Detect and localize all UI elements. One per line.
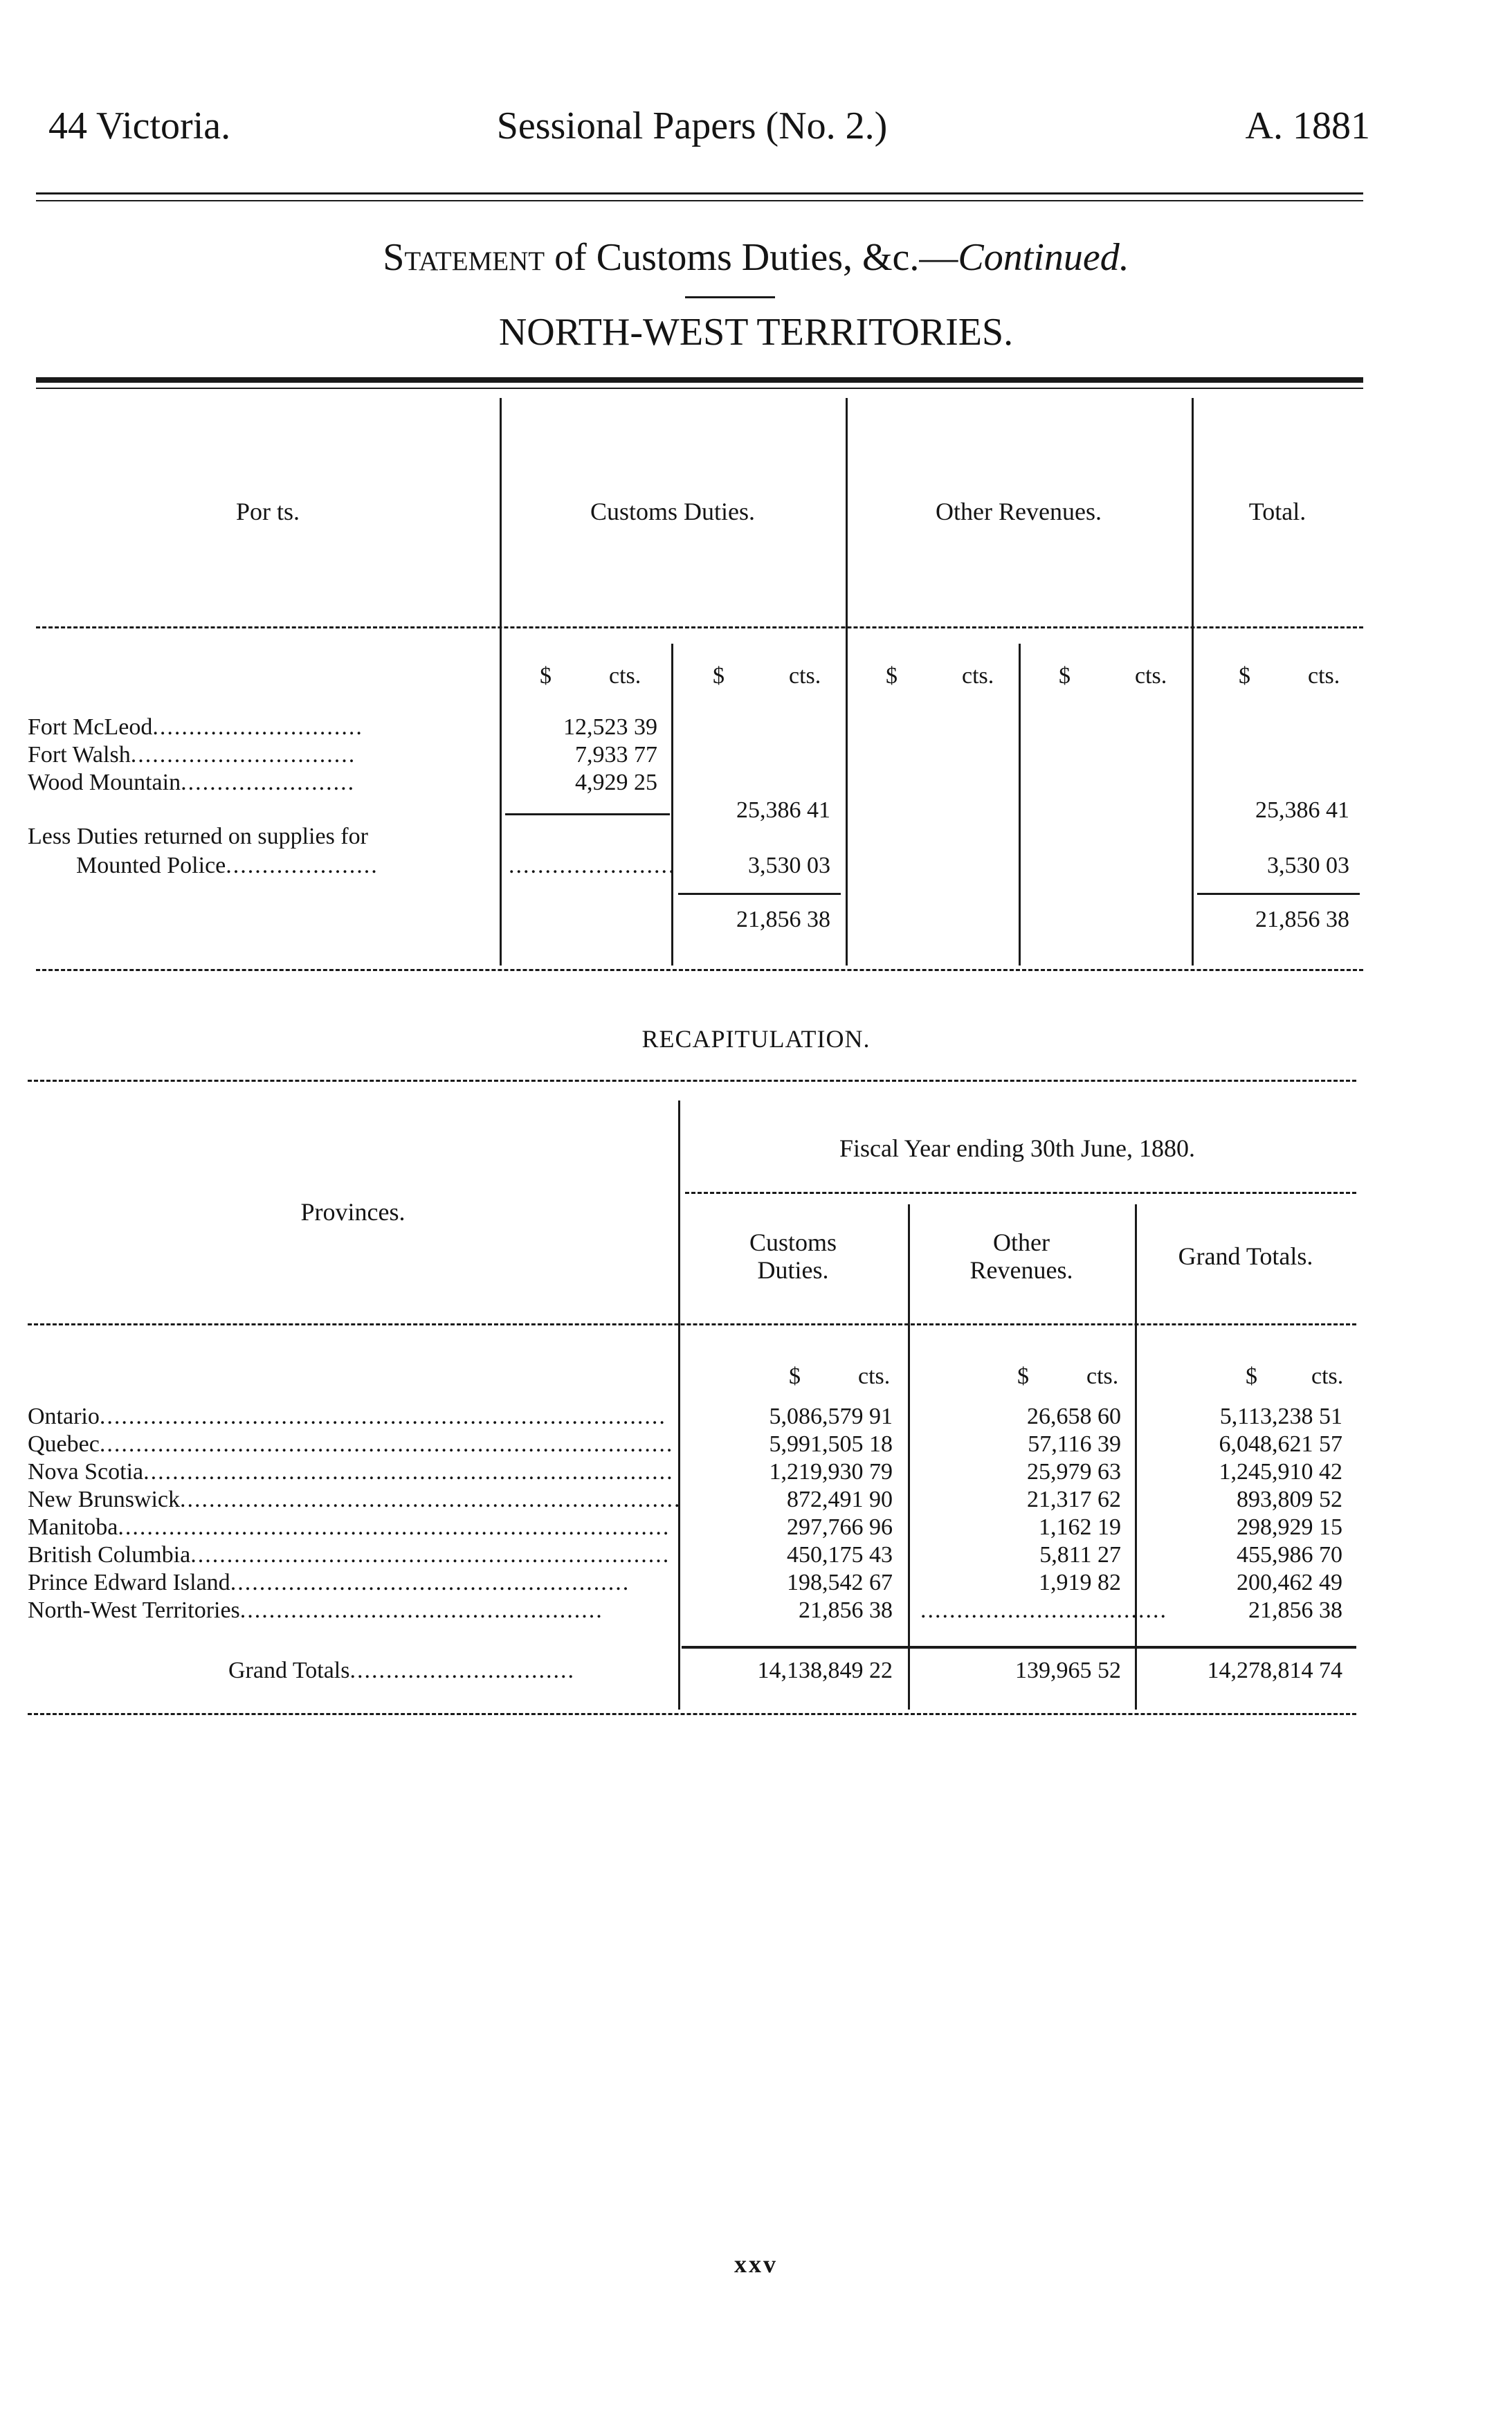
nwt-net: 21,856 38 <box>736 907 830 932</box>
recap-row-other: 1,162 19 <box>1039 1514 1121 1540</box>
recap-col-customs-2: Duties. <box>757 1256 829 1284</box>
recap-title: RECAPITULATION. <box>641 1025 871 1053</box>
nwt-net-total: 21,856 38 <box>1255 907 1349 932</box>
title-short-rule <box>685 296 775 298</box>
nwt-col-line-2 <box>671 644 673 966</box>
header-rule-2 <box>36 200 1363 201</box>
recap-bottom-rule <box>28 1713 1356 1715</box>
nwt-unit-cts-2: cts. <box>789 663 821 689</box>
recap-row-name: Quebec............................................................................... <box>28 1431 674 1457</box>
nwt-unit-dollar-3: $ <box>886 663 898 689</box>
nwt-col-line-4 <box>1019 644 1021 966</box>
nwt-unit-cts-1: cts. <box>609 663 641 689</box>
recap-row-grand: 200,462 49 <box>1237 1570 1342 1595</box>
recap-row-other: 5,811 27 <box>1039 1542 1121 1568</box>
recap-fiscal-header: Fiscal Year ending 30th June, 1880. <box>839 1134 1195 1162</box>
recap-row-name: New Brunswick..................................................................... <box>28 1487 682 1512</box>
recap-row-other-leader: .................................. <box>920 1597 1167 1623</box>
recap-totals-rule <box>682 1646 1356 1649</box>
nwt-unit-cts-3: cts. <box>962 663 994 689</box>
nwt-header-ports: Por ts. <box>235 498 300 525</box>
nwt-col-line-3 <box>846 398 848 966</box>
nwt-row-amount: 4,929 25 <box>575 770 657 795</box>
recap-provinces-label: Provinces. <box>300 1198 406 1226</box>
recap-row-other: 21,317 62 <box>1027 1487 1121 1512</box>
recap-unit-dollar-1: $ <box>789 1363 801 1389</box>
nwt-header-customs: Customs Duties. <box>590 498 756 525</box>
recap-header-rule <box>28 1323 1356 1325</box>
nwt-less-total: 3,530 03 <box>1267 853 1349 878</box>
recap-row-customs: 21,856 38 <box>799 1597 893 1623</box>
nwt-unit-dollar-1: $ <box>540 663 552 689</box>
recap-row-grand: 893,809 52 <box>1237 1487 1342 1512</box>
recap-col-other-2: Revenues. <box>969 1256 1073 1284</box>
recap-row-customs: 450,175 43 <box>787 1542 893 1568</box>
nwt-row-port: Fort McLeod............................. <box>28 714 363 740</box>
recap-row-other: 1,919 82 <box>1039 1570 1121 1595</box>
recap-unit-cts-1: cts. <box>858 1363 891 1389</box>
recap-col-line-1 <box>678 1100 680 1710</box>
recap-top-rule <box>28 1080 1356 1082</box>
header-left: 44 Victoria. <box>48 105 231 147</box>
recap-unit-cts-2: cts. <box>1086 1363 1119 1389</box>
recap-grand-other: 139,965 52 <box>1015 1658 1121 1683</box>
statement-title-middle: of Customs Duties, &c.— <box>545 236 958 279</box>
region-title: NORTH-WEST TERRITORIES. <box>498 311 1014 354</box>
page-footer: xxv <box>734 2250 778 2278</box>
nwt-col-line-5 <box>1192 398 1194 966</box>
recap-row-customs: 297,766 96 <box>787 1514 893 1540</box>
recap-fiscal-rule <box>685 1192 1356 1194</box>
nwt-net-rule-total <box>1197 893 1360 895</box>
header-center: Sessional Papers (No. 2.) <box>496 105 888 147</box>
nwt-less-leader: ....................... <box>509 853 676 878</box>
recap-row-other: 57,116 39 <box>1028 1431 1121 1457</box>
nwt-less-label-1: Less Duties returned on supplies for <box>28 824 368 849</box>
recap-unit-dollar-3: $ <box>1246 1363 1257 1389</box>
recap-row-customs: 198,542 67 <box>787 1570 893 1595</box>
nwt-sum-rule <box>505 813 670 815</box>
recap-grand-customs: 14,138,849 22 <box>757 1658 893 1683</box>
recap-row-grand: 298,929 15 <box>1237 1514 1342 1540</box>
recap-row-customs: 5,086,579 91 <box>769 1404 893 1429</box>
nwt-header-other: Other Revenues. <box>936 498 1102 525</box>
region-thick-rule <box>36 377 1363 383</box>
recap-row-customs: 5,991,505 18 <box>769 1431 893 1457</box>
recap-row-grand: 455,986 70 <box>1237 1542 1342 1568</box>
recap-row-other: 25,979 63 <box>1027 1459 1121 1485</box>
statement-title-suffix: Continued. <box>958 236 1129 279</box>
header-right: A. 1881 <box>1245 105 1370 147</box>
recap-row-customs: 872,491 90 <box>787 1487 893 1512</box>
nwt-col-line-1 <box>500 398 502 966</box>
nwt-row-port: Fort Walsh............................... <box>28 742 356 768</box>
recap-row-grand: 21,856 38 <box>1248 1597 1342 1623</box>
nwt-row-amount: 7,933 77 <box>575 742 657 768</box>
nwt-bottom-rule <box>36 969 1363 971</box>
nwt-unit-dollar-5: $ <box>1239 663 1250 689</box>
recap-row-other: 26,658 60 <box>1027 1404 1121 1429</box>
statement-title-prefix: Statement <box>383 236 545 279</box>
recap-col-other-1: Other <box>993 1229 1050 1256</box>
nwt-header-rule <box>36 626 1363 628</box>
recap-row-grand: 6,048,621 57 <box>1219 1431 1342 1457</box>
recap-row-name: Ontario.............................................................................. <box>28 1404 666 1429</box>
nwt-unit-dollar-2: $ <box>713 663 725 689</box>
recap-row-name: North-West Territories.................................................. <box>28 1597 603 1623</box>
header-rule-1 <box>36 192 1363 194</box>
recap-unit-cts-3: cts. <box>1311 1363 1344 1389</box>
nwt-less-label-2: Mounted Police..................... <box>76 853 379 878</box>
recap-row-name: Nova Scotia......................................................................... <box>28 1459 674 1485</box>
recap-row-grand: 5,113,238 51 <box>1219 1404 1342 1429</box>
recap-grand-totals-label: Grand Totals............................... <box>228 1658 575 1683</box>
statement-title <box>0 235 1512 280</box>
nwt-unit-cts-4: cts. <box>1135 663 1167 689</box>
recap-row-customs: 1,219,930 79 <box>769 1459 893 1485</box>
recap-grand-grand: 14,278,814 74 <box>1207 1658 1342 1683</box>
recap-unit-dollar-2: $ <box>1017 1363 1029 1389</box>
nwt-unit-cts-5: cts. <box>1308 663 1340 689</box>
recap-row-name: Manitoba............................................................................ <box>28 1514 671 1540</box>
recap-row-grand: 1,245,910 42 <box>1219 1459 1342 1485</box>
nwt-subtotal: 25,386 41 <box>736 797 830 823</box>
nwt-net-rule <box>678 893 841 895</box>
recap-col-line-3 <box>1135 1204 1137 1710</box>
nwt-less-amount: 3,530 03 <box>748 853 830 878</box>
nwt-subtotal-total: 25,386 41 <box>1255 797 1349 823</box>
nwt-row-amount: 12,523 39 <box>563 714 657 740</box>
recap-row-name: British Columbia.................................................................. <box>28 1542 671 1568</box>
recap-col-grand: Grand Totals. <box>1178 1242 1313 1270</box>
nwt-header-total: Total. <box>1248 498 1306 525</box>
nwt-unit-dollar-4: $ <box>1059 663 1071 689</box>
recap-col-customs-1: Customs <box>749 1229 837 1256</box>
recap-row-name: Prince Edward Island....................................................... <box>28 1570 630 1595</box>
region-thin-rule <box>36 388 1363 389</box>
nwt-row-port: Wood Mountain........................ <box>28 770 356 795</box>
